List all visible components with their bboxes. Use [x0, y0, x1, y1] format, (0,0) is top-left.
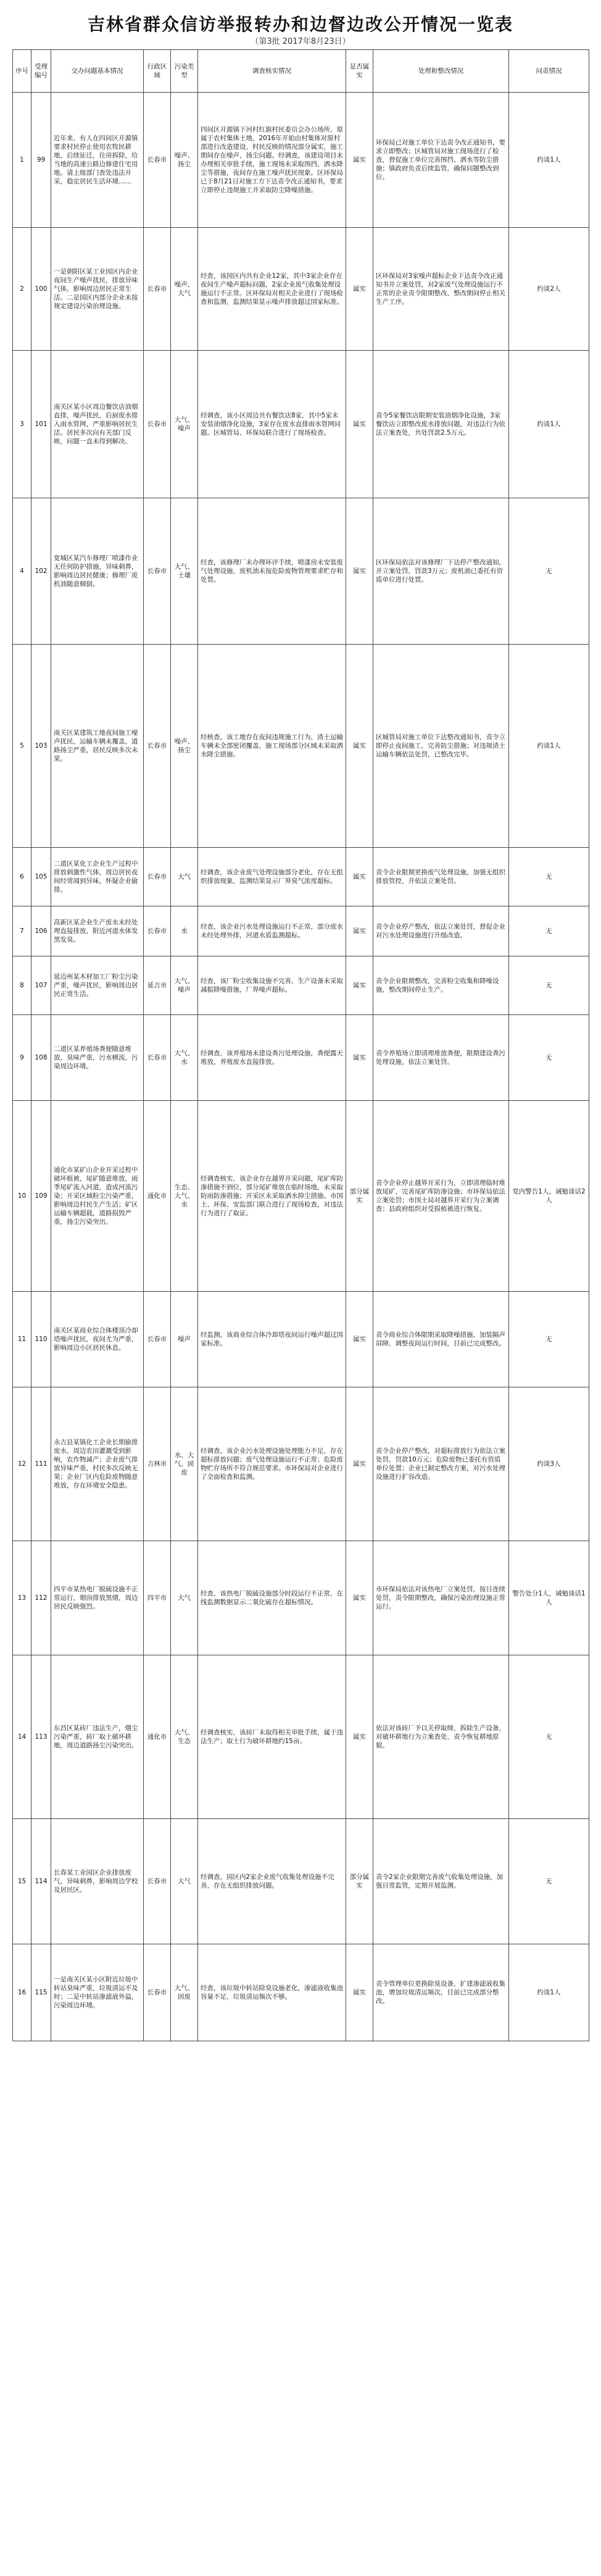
- row-id: 113: [31, 1655, 51, 1819]
- row-type: 噪声、扬尘: [171, 645, 198, 848]
- row-region: 通化市: [144, 1655, 171, 1819]
- row-investigation: 经调查，该小区周边共有餐饮店8家，其中5家未安装油烟净化设施，3家存在废水直排雨水管网问题。区城管局、环保局联合进行了现场检查。: [198, 351, 346, 498]
- row-type: 大气、生态: [171, 1655, 198, 1819]
- header-id: 受理编号: [31, 50, 51, 93]
- row-investigation: 经查，该修理厂未办理环评手续，喷漆房未安装废气处理设施，废机油未按危险废物管理要求贮存和处置。: [198, 498, 346, 645]
- row-type: 大气、噪声: [171, 351, 198, 498]
- row-region: 长春市: [144, 645, 171, 848]
- header-no: 序号: [13, 50, 31, 93]
- row-accountability: 无: [509, 498, 589, 645]
- row-verified: 部分属实: [346, 1819, 373, 1944]
- table-row: [13, 1541, 589, 1655]
- row-no: 12: [13, 1387, 31, 1541]
- row-no: 6: [13, 848, 31, 906]
- row-region: 长春市: [144, 1015, 171, 1101]
- complaint-table: [12, 49, 589, 2041]
- row-verified: 属实: [346, 848, 373, 906]
- row-accountability: 约谈2人: [509, 228, 589, 351]
- row-no: 13: [13, 1541, 31, 1655]
- document-page: [12, 0, 589, 2041]
- row-id: 106: [31, 906, 51, 956]
- header-region: 行政区域: [144, 50, 171, 93]
- table-row: [13, 1015, 589, 1101]
- table-row: [13, 645, 589, 848]
- row-handling: 责令企业限期更换废气处理设施，加强无组织排放管控，并依法立案处罚。: [373, 848, 509, 906]
- row-handling: 责令5家餐饮店限期安装油烟净化设施，3家餐饮店立即整改废水排放问题，对违法行为依法立案查处，共处罚款2.5万元。: [373, 351, 509, 498]
- row-region: 通化市: [144, 1101, 171, 1292]
- row-no: 1: [13, 93, 31, 228]
- row-issue: 四平市某热电厂脱硫设施不正常运行，烟囱排放黑烟，周边居民反映强烈。: [51, 1541, 144, 1655]
- row-issue: 永吉县某镇化工企业长期偷排废水，周边农田灌溉受到影响，农作物减产；企业废气排放异味严重，村民多次反映无果；企业厂区内危险废物随意堆放，存在环境安全隐患。: [51, 1387, 144, 1541]
- row-handling: 责令企业停产整改，依法立案处罚，督促企业对污水处理设施进行升级改造。: [373, 906, 509, 956]
- row-region: 长春市: [144, 351, 171, 498]
- row-no: 14: [13, 1655, 31, 1819]
- row-issue: 南关区某小区周边餐饮店油烟直排，噪声扰民，后厨废水排入雨水管网，严重影响居民生活。居民多次向有关部门反映，问题一直未得到解决。: [51, 351, 144, 498]
- row-issue: 长春某工业园区企业排放废气，异味刺鼻，影响周边学校及居民区。: [51, 1819, 144, 1944]
- row-id: 103: [31, 645, 51, 848]
- row-issue: 一是朝阳区某工业园区内企业夜间生产噪声扰民，排放异味气体，影响周边居民正常生活。二是园区内部分企业未按规定建设污染治理设施。: [51, 228, 144, 351]
- table-row: [13, 1655, 589, 1819]
- table-row: [13, 1292, 589, 1387]
- table-header-row: [13, 50, 589, 93]
- row-type: 生态、大气、水: [171, 1101, 198, 1292]
- row-region: 四平市: [144, 1541, 171, 1655]
- row-verified: 属实: [346, 1387, 373, 1541]
- row-accountability: 约谈1人: [509, 645, 589, 848]
- row-no: 15: [13, 1819, 31, 1944]
- row-id: 101: [31, 351, 51, 498]
- row-verified: 属实: [346, 906, 373, 956]
- row-id: 108: [31, 1015, 51, 1101]
- row-type: 大气、固废: [171, 1944, 198, 2041]
- row-region: 长春市: [144, 848, 171, 906]
- table-row: [13, 1819, 589, 1944]
- row-type: 噪声、扬尘: [171, 93, 198, 228]
- row-no: 9: [13, 1015, 31, 1101]
- row-no: 7: [13, 906, 31, 956]
- row-no: 3: [13, 351, 31, 498]
- row-investigation: 经调查，园区内2家企业废气收集处理设施不完善，存在无组织排放问题。: [198, 1819, 346, 1944]
- row-accountability: 约谈3人: [509, 1387, 589, 1541]
- row-accountability: 无: [509, 1292, 589, 1387]
- table-row: [13, 351, 589, 498]
- row-type: 大气: [171, 1819, 198, 1944]
- row-region: 延吉市: [144, 956, 171, 1015]
- row-region: 长春市: [144, 1944, 171, 2041]
- table-row: [13, 228, 589, 351]
- row-no: 4: [13, 498, 31, 645]
- row-investigation: 经监测，该商业综合体冷却塔夜间运行噪声超过国家标准。: [198, 1292, 346, 1387]
- row-issue: 一是南关区某小区附近垃圾中转站臭味严重，垃圾清运不及时；二是中转站渗滤液外溢，污染周边环境。: [51, 1944, 144, 2041]
- row-region: 吉林市: [144, 1387, 171, 1541]
- row-type: 大气、土壤: [171, 498, 198, 645]
- row-id: 107: [31, 956, 51, 1015]
- table-row: [13, 956, 589, 1015]
- row-verified: 属实: [346, 351, 373, 498]
- row-id: 114: [31, 1819, 51, 1944]
- row-investigation: 经核查，该工地存在夜间违规施工行为，渣土运输车辆未全部密闭覆盖，施工现场部分区域未采取洒水降尘措施。: [198, 645, 346, 848]
- row-no: 5: [13, 645, 31, 848]
- row-handling: 责令企业限期整改，完善粉尘收集和降噪设施，整改期间停止生产。: [373, 956, 509, 1015]
- document-title: 吉林省群众信访举报转办和边督边改公开情况一览表: [87, 14, 513, 35]
- row-investigation: 经查，该垃圾中转站除臭设施老化，渗滤液收集池容量不足，垃圾清运频次不够。: [198, 1944, 346, 2041]
- row-accountability: 无: [509, 1819, 589, 1944]
- header-investigation: 调查核实情况: [198, 50, 346, 93]
- row-accountability: 党内警告1人，诫勉谈话2人: [509, 1101, 589, 1292]
- row-id: 115: [31, 1944, 51, 2041]
- row-accountability: 无: [509, 956, 589, 1015]
- row-id: 100: [31, 228, 51, 351]
- row-issue: 高新区某企业生产废水未经处理直接排放，附近河道水体发黑发臭。: [51, 906, 144, 956]
- row-investigation: 经调查，该养殖场未建设粪污处理设施，粪便露天堆放，养殖废水直接排放。: [198, 1015, 346, 1101]
- row-investigation: 经调查，该企业废气处理设施部分老化，存在无组织排放现象，监测结果显示厂界臭气浓度超标。: [198, 848, 346, 906]
- row-investigation: 经查，该园区内共有企业12家，其中3家企业存在夜间生产噪声超标问题，2家企业废气收集处理设施运行不正常。区环保局对相关企业进行了现场检查和监测，监测结果显示噪声排放超过国家标准。: [198, 228, 346, 351]
- row-issue: 二道区某养殖场粪便随意堆放，臭味严重，污水横流，污染周边环境。: [51, 1015, 144, 1101]
- row-region: 长春市: [144, 1819, 171, 1944]
- row-type: 噪声: [171, 1292, 198, 1387]
- row-handling: 依法对该砖厂予以关停取缔，拆除生产设备，对破坏耕地行为立案查处，责令恢复耕地原貌。: [373, 1655, 509, 1819]
- row-issue: 延边州某木材加工厂粉尘污染严重，噪声扰民，影响周边居民正常生活。: [51, 956, 144, 1015]
- row-region: 长春市: [144, 228, 171, 351]
- row-id: 111: [31, 1387, 51, 1541]
- row-id: 102: [31, 498, 51, 645]
- row-issue: 南关区某建筑工地夜间施工噪声扰民，运输车辆未覆盖，道路扬尘严重，居民反映多次未果。: [51, 645, 144, 848]
- row-handling: 环保局已对施工单位下达责令改正通知书，要求立即整改；区城管局对施工现场进行了检查，督促施工单位完善围挡、洒水等防尘措施；镇政府负责后续监管，确保问题整改到位。: [373, 93, 509, 228]
- row-verified: 属实: [346, 645, 373, 848]
- row-issue: 二道区某化工企业生产过程中排放刺激性气体，周边居民夜间经常闻到异味，怀疑企业偷排。: [51, 848, 144, 906]
- row-issue: 通化市某矿山企业开采过程中破坏植被，尾矿随意堆放，雨季尾矿流入河道，造成河流污染；开采区域粉尘污染严重，影响周边村民生产生活；矿区运输车辆超载，道路损毁严重，扬尘污染突出。: [51, 1101, 144, 1292]
- header-issue: 交办问题基本情况: [51, 50, 144, 93]
- row-accountability: 无: [509, 1655, 589, 1819]
- table-row: [13, 1101, 589, 1292]
- row-handling: 责令管理单位更换除臭设备，扩建渗滤液收集池，增加垃圾清运频次，目前已完成部分整改。: [373, 1944, 509, 2041]
- row-handling: 区城管局对施工单位下达整改通知书，责令立即停止夜间施工，完善防尘措施；对违规渣土运输车辆依法处罚，已整改完毕。: [373, 645, 509, 848]
- header-handling: 处理和整改情况: [373, 50, 509, 93]
- row-verified: 属实: [346, 1944, 373, 2041]
- row-verified: 属实: [346, 93, 373, 228]
- row-investigation: 经查，该热电厂脱硫设施部分时段运行不正常，在线监测数据显示二氧化硫存在超标情况。: [198, 1541, 346, 1655]
- row-verified: 部分属实: [346, 1101, 373, 1292]
- row-handling: 责令企业停产整改，对超标排放行为依法立案处罚，罚款10万元；危险废物已委托有资质单位处置；企业已制定整改方案，对污水处理设施进行扩容改造。: [373, 1387, 509, 1541]
- row-type: 噪声、大气: [171, 228, 198, 351]
- header-verified: 是否属实: [346, 50, 373, 93]
- row-investigation: 经查，该厂粉尘收集设施不完善，生产设备未采取减振降噪措施，厂界噪声超标。: [198, 956, 346, 1015]
- row-issue: 南关区某商业综合体楼顶冷却塔噪声扰民，夜间尤为严重，影响周边小区居民休息。: [51, 1292, 144, 1387]
- row-handling: 责令养殖场立即清理堆放粪便，限期建设粪污处理设施，依法立案处罚。: [373, 1015, 509, 1101]
- row-issue: 近年来，有人在四间区开源镇要求村民停止使用农牧民耕地，后续征迁，住房拆除，给当地的高速公路边修建住宅用地。请上级部门查处违法开采，稳定居民生活环境……: [51, 93, 144, 228]
- row-investigation: 经查，该企业污水处理设施运行不正常，部分废水未经处理外排，河道水质监测超标。: [198, 906, 346, 956]
- row-handling: 责令商业综合体限期采取降噪措施，加装隔声屏障，调整夜间运行时间，目前已完成整改。: [373, 1292, 509, 1387]
- row-investigation: 四间区开源镇下河村红旗村民委员会办公场所，原属于农村集体土地，2016年开始由村集体对原村部进行改造建设，村民反映的情况部分属实，施工期间存在噪声、扬尘问题。经调查，该建设项目未办理相关审批手续，施工现场未采取围挡、洒水降尘等措施，夜间存在施工噪声扰民现象。区环保局已于8月21日对施工方下达责令改正通知书，要求立即停止违规施工并采取防尘降噪措施。: [198, 93, 346, 228]
- row-investigation: 经调查核实，该砖厂未取得相关审批手续，属于违法生产；取土行为破坏耕地约15亩。: [198, 1655, 346, 1819]
- table-row: [13, 906, 589, 956]
- row-handling: 责令2家企业限期完善废气收集处理设施，加强日常监管，定期开展监测。: [373, 1819, 509, 1944]
- table-row: [13, 93, 589, 228]
- row-accountability: 约谈1人: [509, 1944, 589, 2041]
- row-accountability: 警告处分1人，诫勉谈话1人: [509, 1541, 589, 1655]
- row-issue: 东昌区某砖厂违法生产，烟尘污染严重，砖厂取土破坏耕地，周边道路扬尘污染突出。: [51, 1655, 144, 1819]
- table-row: [13, 1944, 589, 2041]
- row-type: 大气: [171, 848, 198, 906]
- table-row: [13, 848, 589, 906]
- row-no: 10: [13, 1101, 31, 1292]
- row-no: 2: [13, 228, 31, 351]
- table-row: [13, 498, 589, 645]
- row-accountability: 约谈1人: [509, 93, 589, 228]
- row-verified: 属实: [346, 1292, 373, 1387]
- row-verified: 属实: [346, 1541, 373, 1655]
- row-handling: 市环保局依法对该热电厂立案处罚，按日连续处罚，责令限期整改，确保污染治理设施正常运行。: [373, 1541, 509, 1655]
- row-verified: 属实: [346, 228, 373, 351]
- document-subtitle: （第3批 2017年8月23日）: [251, 37, 350, 46]
- row-region: 长春市: [144, 93, 171, 228]
- row-investigation: 经调查，该企业污水处理设施处理能力不足，存在超标排放问题；废气处理设施运行不正常；危险废物贮存场所不符合规范要求。市环保局对企业进行了全面检查和监测。: [198, 1387, 346, 1541]
- row-type: 大气: [171, 1541, 198, 1655]
- table-row: [13, 1387, 589, 1541]
- row-accountability: 约谈1人: [509, 351, 589, 498]
- row-verified: 属实: [346, 956, 373, 1015]
- row-issue: 宽城区某汽车修理厂喷漆作业无任何防护措施，异味刺鼻，影响周边居民健康；修理厂废机油随意倾倒。: [51, 498, 144, 645]
- row-type: 水: [171, 906, 198, 956]
- row-id: 99: [31, 93, 51, 228]
- row-verified: 属实: [346, 1015, 373, 1101]
- row-type: 大气、水: [171, 1015, 198, 1101]
- row-id: 109: [31, 1101, 51, 1292]
- row-id: 112: [31, 1541, 51, 1655]
- row-verified: 属实: [346, 1655, 373, 1819]
- row-region: 长春市: [144, 1292, 171, 1387]
- row-region: 长春市: [144, 498, 171, 645]
- row-handling: 区环保局依法对该修理厂下达停产整改通知，并立案处罚，罚款3万元；废机油已委托有资质单位进行处置。: [373, 498, 509, 645]
- row-handling: 责令企业停止越界开采行为，立即清理临时堆放尾矿，完善尾矿库防渗设施；市环保局依法立案处罚；市国土局对越界开采行为立案调查；县政府组织对受损植被进行恢复。: [373, 1101, 509, 1292]
- row-no: 11: [13, 1292, 31, 1387]
- header-accountability: 问责情况: [509, 50, 589, 93]
- row-accountability: 无: [509, 1015, 589, 1101]
- row-id: 110: [31, 1292, 51, 1387]
- row-region: 长春市: [144, 906, 171, 956]
- row-type: 大气、噪声: [171, 956, 198, 1015]
- row-no: 16: [13, 1944, 31, 2041]
- row-id: 105: [31, 848, 51, 906]
- row-accountability: 无: [509, 906, 589, 956]
- row-no: 8: [13, 956, 31, 1015]
- row-accountability: 无: [509, 848, 589, 906]
- row-investigation: 经调查核实，该企业存在越界开采问题，尾矿库防渗措施不到位，部分尾矿堆放在临时场地，未采取防雨防渗措施；开采区未采取洒水抑尘措施。市国土、环保、安监部门联合进行了现场检查，对违法行为进行了取证。: [198, 1101, 346, 1292]
- row-type: 水、大气、固废: [171, 1387, 198, 1541]
- header-type: 污染类型: [171, 50, 198, 93]
- row-handling: 区环保局对3家噪声超标企业下达责令改正通知书并立案处罚，对2家废气处理设施运行不正常的企业责令限期整改，整改期间停止相关生产工序。: [373, 228, 509, 351]
- row-verified: 属实: [346, 498, 373, 645]
